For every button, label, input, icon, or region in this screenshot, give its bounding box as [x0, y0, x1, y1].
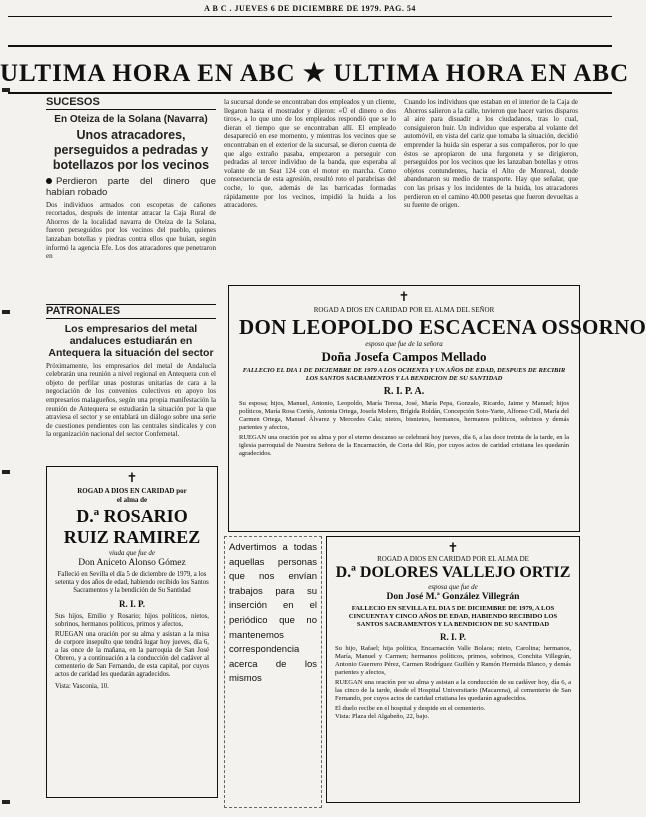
- obituary-note: El duelo recibe en el hospital y despide en el cementerio.: [335, 705, 486, 712]
- obituary-request: RUEGAN una oración por su alma y por el eterno descanso se celebrará hoy jueves, día 6, a las doce treinta de la tarde, en la iglesia parroquial de Nuestra Señora de la Encarnación, de Coria del Río, por cuyos actos de caridad cristiana les quedarán agradecidos.: [239, 433, 569, 457]
- obituary-family: Su hijo, Rafael; hija política, Encarnación Valle Bolaos; nieto, Carolina; hermanos, María, Manuel y Carmen; hermanos políticos, primos, sobrinos, Conchita Villegrán, Antonio Guerrero Pérez, Carmen Rodríguez Guillén y Ramón Hermida Blanco, y demás parientes y afectos,: [335, 645, 571, 676]
- section-label: SUCESOS: [46, 96, 100, 108]
- bullet-icon: [46, 178, 52, 184]
- article-headline: Unos atracadores, perseguidos a pedradas y botellazos por los vecinos: [52, 127, 210, 172]
- edge-marker: [2, 88, 10, 92]
- banner-top-rule: [8, 45, 612, 47]
- obituary-intro: ROGAD A DIOS EN CARIDAD POR EL ALMA DE: [377, 555, 529, 563]
- obituary-death: Falleció en Sevilla el día 5 de diciembre de 1979, a los setenta y dos años de edad, habiendo recibido los Santos Sacramentos y la bendición de Su Santidad: [55, 571, 209, 594]
- obituary-intro: ROGAD A DIOS EN CARIDAD por el alma de: [77, 487, 187, 504]
- header-rule: [8, 16, 612, 17]
- obituary-spouse: Don Aniceto Alonso Gómez: [78, 558, 186, 568]
- banner-title: ULTIMA HORA EN ABC ★ ULTIMA HORA EN ABC: [0, 60, 630, 87]
- obituary-spouse-intro: esposo que fue de la señora: [365, 340, 443, 348]
- cross-icon: ✝: [398, 289, 410, 304]
- article-place: En Oteiza de la Solana (Navarra): [54, 113, 208, 125]
- article-headline: Los empresarios del metal andaluces estudiarán en Antequera la situación del sector: [48, 322, 214, 359]
- obituary-name: D.ª ROSARIO RUIZ RAMIREZ: [63, 506, 201, 547]
- obituary-address: Vista: Vasconia, 10.: [55, 683, 109, 690]
- obituary-spouse-intro: esposa que fue de: [428, 583, 478, 591]
- edge-marker: [2, 470, 10, 474]
- obituary-intro: ROGAD A DIOS EN CARIDAD POR EL ALMA DEL SEÑOR: [313, 306, 495, 314]
- article-body: la sucursal donde se encontraban dos empleados y un cliente, llegaron hasta el mostrador y dijeron: «Ü el dinero o dos tiros», a lo que uno de los empleados respondió que se lo dieran el tiempo que se encontraban allí. El empleado desapareció en ese momento, y mientras los vecinos que se encontraban en el exterior de la sucursal, se dieron cuenta de que algo extraño pasaba, empezaron a perseguir con pedradas al tercer individuo de la banda, que esperaba al volante de un Seat 124 con el motor en marcha. Como consecuencia de esta agresión, resultó roto el parabrisas del coche, lo que, además de las barricadas formadas rápidamente por los vecinos, impidió la huida a los atracadores.: [224, 98, 396, 210]
- obituary-leopoldo: [228, 285, 646, 532]
- notice-text: Advertimos a todas aquellas personas que nos envían trabajos para su inserción en el periódico que no mantenemos correspondencia acerca de los mismos: [229, 542, 317, 685]
- obituary-spouse: Doña Josefa Campos Mellado: [321, 349, 487, 364]
- obituary-spouse-intro: viuda que fue de: [108, 549, 156, 557]
- obituary-request: RUEGAN una oración por su alma y asistan a la conducción de su cadáver hoy, día 6, a las cinco de la tarde, desde el Hospital Universitario (Macarena), al cementerio de San Fernando, por cuyos actos de caridad cristiana les quedarán agradecidos.: [335, 679, 571, 702]
- obituary-family: Su esposa; hijos, Manuel, Antonio, Leopoldo, María Teresa, José, María Pepa, Gonzalo, Ricardo, Jaime y Manuel; hijos políticos, María Rosa Cortés, Antonia Ortega, Josefa Molero, Brígida Roldán, Concepción Soto-Yarte, Alfonso Coll, María del Carmen Ortega, Manuel Álvarez y Mercedes Cala; nietos, bisnietos, hermanos, hermanos políticos, sobrinos y demás parientes y afectos,: [239, 399, 569, 431]
- sucesos-article: [46, 98, 216, 298]
- sucesos-continuation: [224, 98, 396, 278]
- article-body: Dos individuos armados con escopetas de cañones recortados, después de intentar atracar la Caja Rural de Ahorros de la localidad navarra de Oteiza de la Solana, fueron perseguidos por los vecinos del pueblo, quienes lanzaban botellas y piedras contra ellos que huían, según informó la agencia Efe. Los dos atracadores que penetraron en: [46, 200, 216, 261]
- obituary-rosario: [46, 466, 218, 798]
- obituary-spouse: Don José M.ª González Villegrán: [386, 592, 520, 602]
- edge-marker: [2, 800, 10, 804]
- obituary-dolores: [326, 536, 580, 803]
- cross-icon: ✝: [447, 540, 459, 555]
- obituary-death: FALLECIO EL DIA 1 DE DICIEMBRE DE 1979 A LOS OCHENTA Y UN AÑOS DE EDAD, DESPUES DE RECIBIR LOS SANTOS SACRAMENTOS Y LA BENDICION DE SU SANTIDAD: [242, 367, 566, 382]
- obituary-family: Sus hijos, Emilio y Rosario; hijos políticos, nietos, sobrinos, hermanos políticos, primos y afectos,: [55, 613, 209, 628]
- banner-bottom-rule: [8, 92, 612, 94]
- obituary-rip: R. I. P. A.: [383, 385, 425, 397]
- article-subheadline: Perdieron parte del dinero que habían robado: [46, 175, 216, 198]
- sucesos-right: [404, 98, 578, 278]
- obituary-rip: R. I. P.: [440, 632, 466, 642]
- obituary-death: FALLECIO EN SEVILLA EL DIA 5 DE DICIEMBRE DE 1979, A LOS CINCUENTA Y CINCO AÑOS DE EDAD, HABIENDO RECIBIDO LOS SANTOS SACRAMENTOS Y LA BENDICION DE SU SANTIDAD: [348, 605, 558, 628]
- cross-icon: ✝: [126, 470, 138, 485]
- editorial-notice: [224, 536, 322, 808]
- article-body: Próximamente, los empresarios del metal de Andalucía celebrarán una reunión a nivel regional en Antequera con el objeto de perfilar unas posturas unitarias de cara a la negociación de los convenios colectivos en apoyo los empresarios malagueños, según una propia manifestación la reunión de Antequera se estudiarán la situación por la que atraviesa el sector y se entablará un diálogo sobre una serie de cuestiones pendientes con las centrales sindicales y con la organización nacional del sector Confemetal.: [46, 361, 216, 439]
- patronales-article: [46, 304, 216, 454]
- obituary-name: D.ª DOLORES VALLEJO ORTIZ: [335, 564, 571, 581]
- obituary-request: RUEGAN una oración por su alma y asistan a la misa de corpore insepulto que tendrá lugar hoy jueves, día 6, a las once de la mañana, en la parroquia de San José Obrero, y a continuación a la conducción del cadáver al cementerio de San Fernando, de esta capital, por cuyos actos de caridad les quedarán agradecidos.: [55, 631, 209, 678]
- section-label: PATRONALES: [46, 305, 121, 317]
- edge-marker: [2, 310, 10, 314]
- article-body: Cuando los individuos que estaban en el interior de la Caja de Ahorros salieron a la calle, tuvieron que hacer varios disparos al aire para disuadir a los ciudadanos, tras lo cual, consiguieron huir. Un individuo que esperaba al volante del automóvil, en vista del cariz que tomaba la situación, decidió emprender la huida sin esperar a sus compañeros, por lo que éstos se apropiaron de una furgoneta y se dirigieron, perseguidos por los vecinos que les lanzaban botellas y otros objetos contundentes, hacia el Alto de Monreal, donde abandonaron su medio de transporte. Hay que señalar, que con las prisas y los incidentes de la huida, los atracadores perdieron en el camino 40.000 pesetas que fueron devueltas a su fuente de origen.: [404, 98, 578, 210]
- obituary-rip: R. I. P.: [119, 599, 145, 609]
- obituary-name: DON LEOPOLDO ESCACENA OSSORNO: [239, 315, 646, 339]
- obituary-address: Vista: Plaza del Algabeño, 22, bajo.: [335, 713, 430, 720]
- page-header: A B C . JUEVES 6 DE DICIEMBRE DE 1979. PAG. 54: [204, 4, 416, 13]
